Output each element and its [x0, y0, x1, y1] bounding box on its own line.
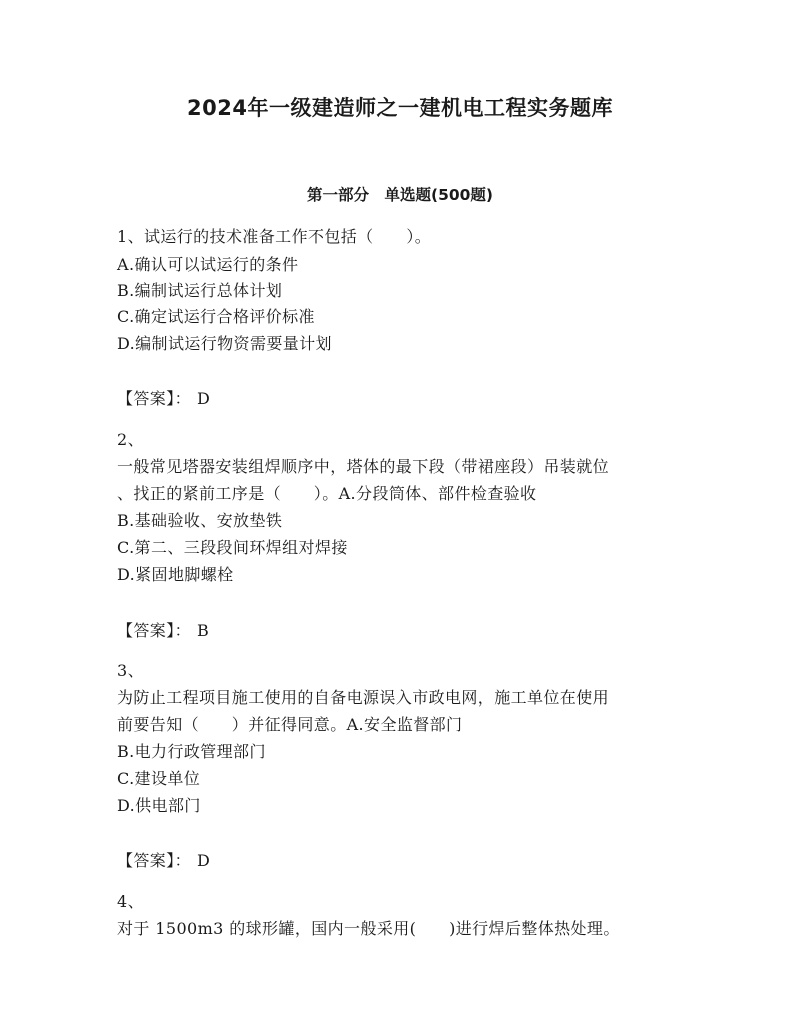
- question-1-option-b: B.编制试运行总体计划: [117, 281, 283, 300]
- answer-label: 【答案】: [117, 389, 175, 408]
- question-3-answer: [117, 851, 210, 871]
- question-4-number: 4、: [117, 892, 144, 911]
- document-title: 2024年一级建造师之一建机电工程实务题库: [187, 96, 613, 120]
- question-3-stem-line-1: 为防止工程项目施工使用的自备电源误入市政电网，施工单位在使用: [117, 688, 610, 707]
- answer-colon: ：: [174, 851, 192, 870]
- question-2-option-c: C.第二、三段段间环焊组对焊接: [117, 538, 348, 557]
- question-2-stem-line-1: 一般常见塔器安装组焊顺序中，塔体的最下段（带裙座段）吊装就位: [117, 457, 610, 476]
- answer-label: 【答案】: [117, 851, 175, 870]
- answer-colon: ：: [174, 621, 192, 640]
- question-2-number: 2、: [117, 430, 144, 449]
- question-1-stem: 1、试运行的技术准备工作不包括（ ）。: [117, 227, 432, 246]
- question-3-number: 3、: [117, 661, 144, 680]
- answer-value: D: [197, 851, 211, 870]
- question-1-option-d: D.编制试运行物资需要量计划: [117, 334, 332, 353]
- answer-colon: ：: [174, 389, 192, 408]
- answer-value: D: [197, 389, 211, 408]
- question-1-option-c: C.确定试运行合格评价标准: [117, 307, 315, 326]
- answer-value: B: [197, 621, 210, 640]
- section-heading: 第一部分 单选题(500题): [306, 186, 494, 204]
- question-2-option-d: D.紧固地脚螺栓: [117, 565, 234, 584]
- question-2-option-b: B.基础验收、安放垫铁: [117, 511, 283, 530]
- question-3-option-d: D.供电部门: [117, 796, 201, 815]
- question-3-option-b: B.电力行政管理部门: [117, 742, 266, 761]
- question-1-option-a: A.确认可以试运行的条件: [117, 255, 299, 274]
- question-2-stem-line-2: 、找正的紧前工序是（ ）。A.分段筒体、部件检查验收: [117, 484, 537, 503]
- question-4-stem-line-1: 对于 1500m3 的球形罐，国内一般采用( )进行焊后整体热处理。: [117, 919, 620, 938]
- question-1-answer: [117, 389, 210, 409]
- question-2-answer: [117, 621, 209, 641]
- question-3-option-c: C.建设单位: [117, 769, 201, 788]
- answer-label: 【答案】: [117, 621, 175, 640]
- question-3-stem-line-2: 前要告知（ ）并征得同意。A.安全监督部门: [117, 715, 463, 734]
